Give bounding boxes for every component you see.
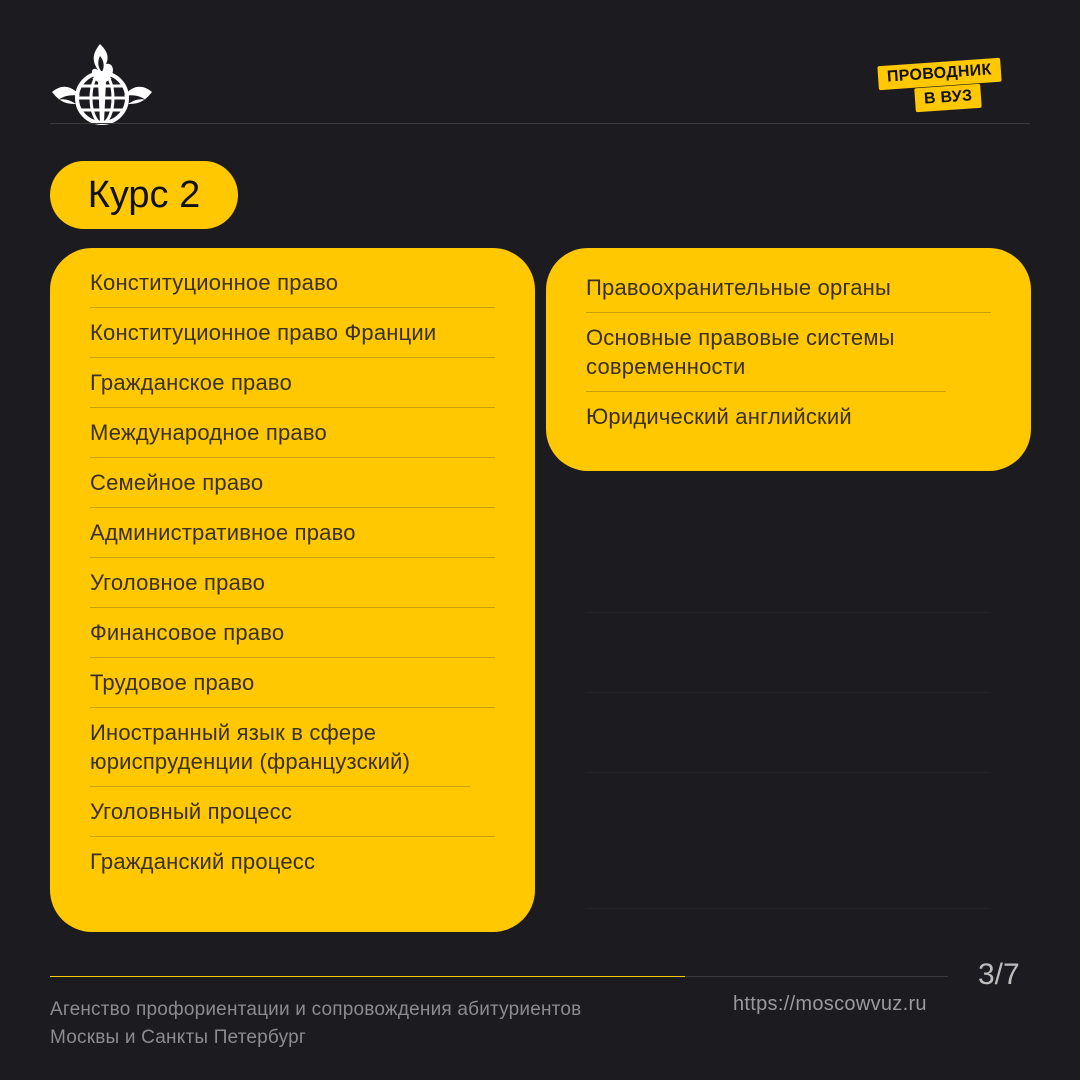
top-divider — [50, 123, 1030, 124]
subject-item: Правоохранительные органы — [586, 263, 991, 313]
subject-item: Международное право — [90, 408, 495, 458]
subjects-card-left — [50, 248, 535, 932]
agency-description: Агенство профориентации и сопровождения абитуриентов Москвы и Санкты Петербург — [50, 999, 582, 1048]
faint-divider — [586, 692, 990, 693]
subjects-card-right — [546, 248, 1031, 471]
subject-item: Административное право — [90, 508, 495, 558]
subject-item: Основные правовые системы современности — [586, 313, 946, 392]
subject-item: Гражданское право — [90, 358, 495, 408]
subject-item: Конституционное право Франции — [90, 308, 495, 358]
subject-item: Финансовое право — [90, 608, 495, 658]
subject-item: Юридический английский — [586, 404, 852, 429]
progress-fill — [50, 976, 685, 977]
faint-divider — [586, 612, 990, 613]
subject-item: Гражданский процесс — [90, 849, 316, 874]
faint-divider — [586, 772, 990, 773]
subject-item: Иностранный язык в сфере юриспруденции (французский) — [90, 708, 470, 787]
torch-globe-logo-icon — [50, 42, 154, 126]
faint-divider — [586, 908, 990, 909]
website-link[interactable]: https://moscowvuz.ru — [733, 993, 927, 1015]
subject-item: Конституционное право — [90, 258, 495, 308]
subject-item: Уголовное право — [90, 558, 495, 608]
brand-badge-line2: В ВУЗ — [914, 84, 982, 113]
subject-item: Семейное право — [90, 458, 495, 508]
page-number: 3/7 — [978, 958, 1020, 991]
brand-badge-line1: ПРОВОДНИК — [877, 58, 1001, 91]
subject-item: Уголовный процесс — [90, 787, 495, 837]
course-title-pill: Курс 2 — [50, 161, 238, 229]
subject-item: Трудовое право — [90, 658, 495, 708]
brand-badge — [878, 62, 1028, 112]
